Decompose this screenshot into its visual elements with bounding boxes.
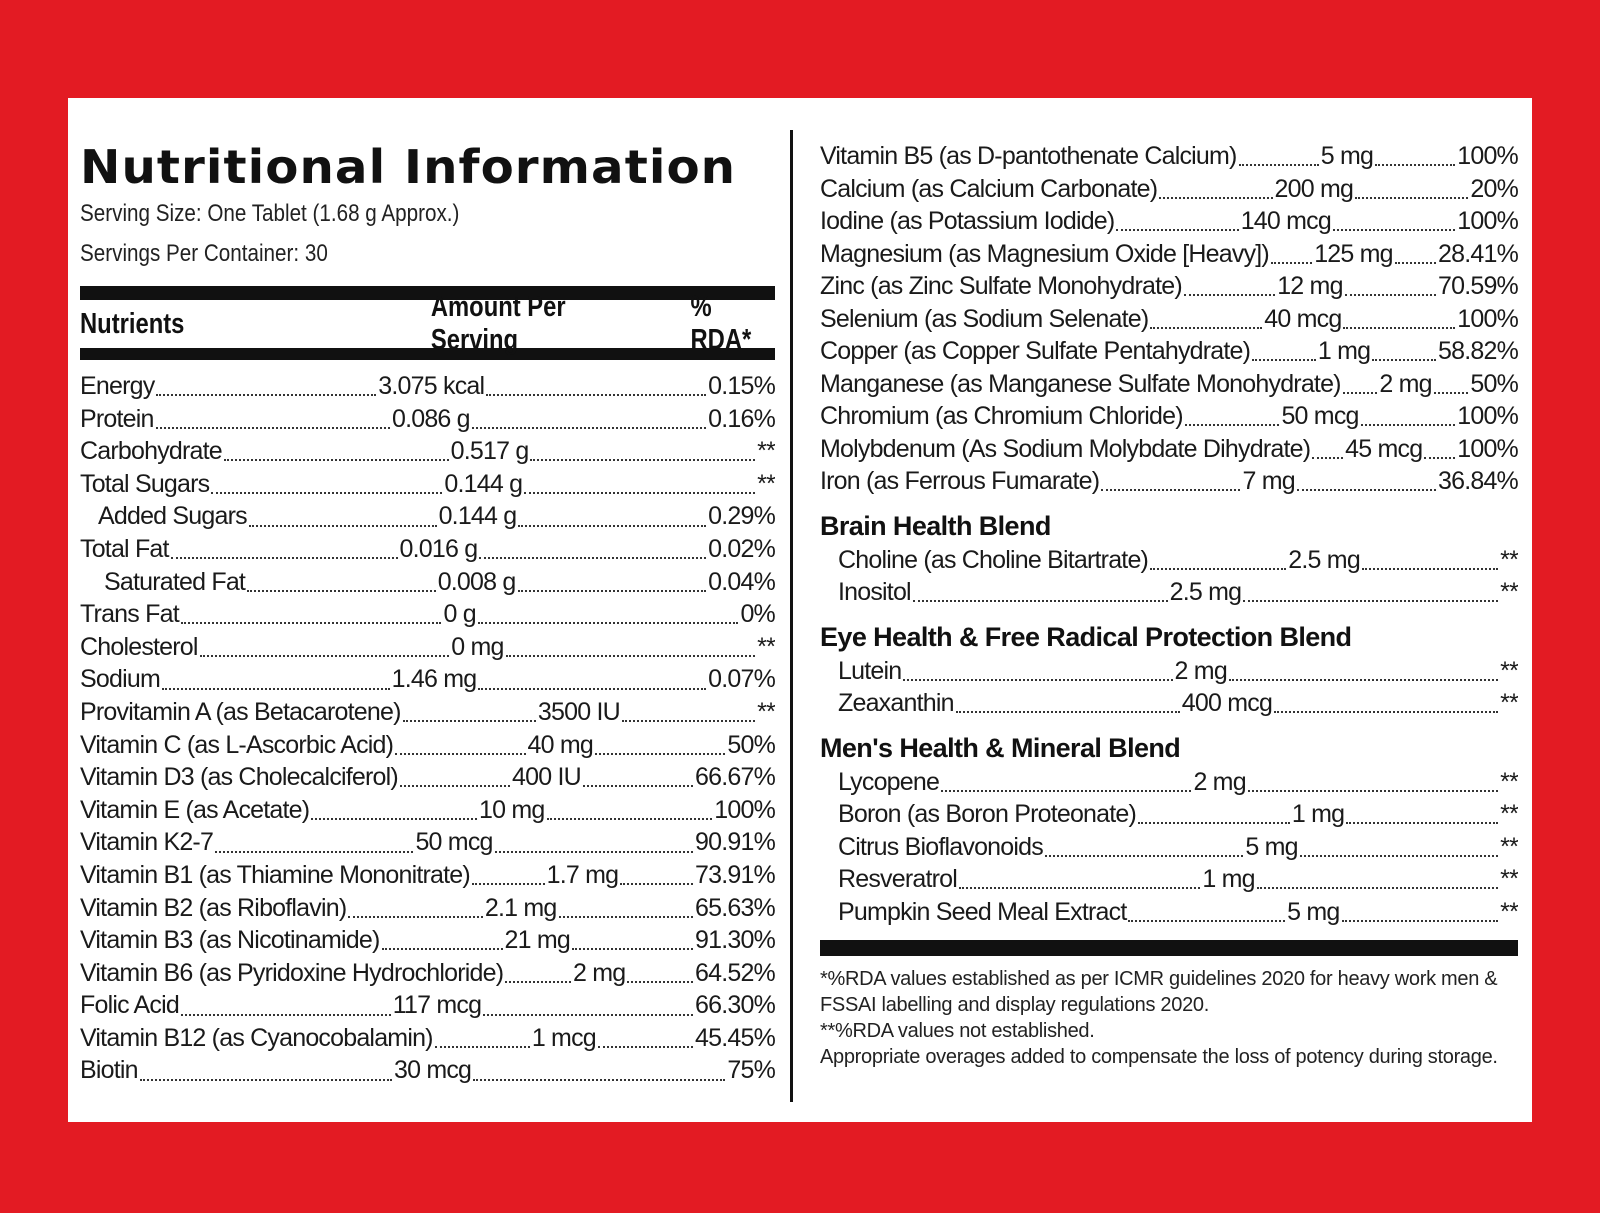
leader-dots — [1343, 392, 1378, 394]
leader-dots — [479, 557, 706, 559]
nutrient-rda: 58.82% — [1438, 337, 1518, 365]
nutrient-amount: 2 mg — [572, 958, 626, 987]
nutrient-row — [80, 761, 775, 794]
nutrient-amount: 2 mg — [1379, 369, 1432, 398]
nutrient-amount: 3500 IU — [537, 697, 620, 726]
nutrient-amount: 50 mcg — [1281, 402, 1359, 430]
leader-dots — [1159, 197, 1272, 199]
nutrient-rda: 66.30% — [695, 991, 775, 1020]
nutrient-amount: 50 mcg — [415, 828, 493, 857]
nutrient-rda: 91.30% — [695, 926, 775, 955]
leader-dots — [472, 883, 545, 885]
nutrient-name: Protein — [80, 404, 154, 433]
nutrient-row — [80, 468, 775, 501]
nutrient-name: Resveratrol — [838, 865, 958, 893]
nutrient-name: Choline (as Choline Bitartrate) — [838, 545, 1149, 574]
nutrient-amount: 1 mg — [1291, 800, 1345, 828]
nutrient-amount: 7 mg — [1242, 467, 1295, 495]
nutrient-row — [80, 924, 775, 957]
nutrient-name: Vitamin B3 (as Nicotinamide) — [80, 926, 380, 955]
nutrient-row — [80, 370, 775, 403]
leader-dots — [1128, 920, 1285, 922]
serving-size: Serving Size: One Tablet (1.68 g Approx.) — [80, 200, 460, 227]
leader-dots — [518, 590, 707, 592]
nutrient-amount: 40 mg — [527, 730, 593, 759]
leader-dots — [1150, 327, 1262, 329]
leader-dots — [215, 851, 413, 853]
nutrient-name: Calcium (as Calcium Carbonate) — [820, 174, 1158, 203]
nutrient-row — [80, 663, 775, 696]
leader-dots — [211, 492, 442, 494]
table-header — [80, 291, 775, 356]
nutrient-row — [80, 403, 775, 436]
nutrient-name: Vitamin K2-7 — [80, 828, 214, 857]
leader-dots — [1333, 229, 1455, 231]
nutrient-amount: 1.46 mg — [391, 665, 477, 694]
leader-dots — [348, 916, 483, 918]
nutrient-amount: 1.7 mg — [546, 860, 619, 889]
leader-dots — [1424, 457, 1455, 459]
nutrient-rda: 100% — [1457, 402, 1518, 430]
nutrient-rda: ** — [757, 469, 775, 498]
header-nutrients: Nutrients — [80, 307, 185, 340]
leader-dots — [1116, 229, 1238, 231]
nutrient-rda: ** — [1500, 767, 1518, 796]
leader-dots — [530, 459, 755, 461]
footnote-line: *%RDA values established as per ICMR guidelines 2020 for heavy work men & FSSAI labelling and display regulations 2020. — [820, 968, 1498, 1016]
leader-dots — [200, 655, 450, 657]
nutrient-rda: 66.67% — [695, 763, 775, 792]
leader-dots — [547, 818, 713, 820]
nutrient-name: Magnesium (as Magnesium Oxide [Heavy]) — [820, 239, 1269, 268]
nutrient-rda: 36.84% — [1438, 467, 1518, 495]
nutrient-row — [820, 687, 1518, 720]
nutrient-name: Inositol — [838, 578, 911, 606]
leader-dots — [1312, 457, 1343, 459]
nutrient-rda: ** — [1500, 800, 1518, 828]
leader-dots — [941, 790, 1191, 792]
nutrient-name: Lutein — [838, 656, 902, 685]
leader-dots — [495, 851, 693, 853]
nutrient-row — [820, 303, 1518, 336]
leader-dots — [140, 1079, 392, 1081]
leader-dots — [478, 622, 739, 624]
nutrient-row — [820, 465, 1518, 498]
nutrient-rda: 90.91% — [695, 828, 775, 857]
leader-dots — [156, 427, 390, 429]
leader-dots — [1252, 359, 1316, 361]
nutrient-amount: 125 mg — [1314, 239, 1393, 268]
nutrient-amount: 200 mg — [1274, 174, 1354, 203]
leader-dots — [472, 427, 706, 429]
nutrient-name: Selenium (as Sodium Selenate) — [820, 304, 1149, 333]
nutrient-rda: ** — [1500, 689, 1518, 717]
leader-dots — [956, 711, 1180, 713]
nutrient-rda: ** — [1500, 545, 1518, 574]
nutrient-name: Citrus Bioflavonoids — [838, 832, 1043, 861]
nutrient-row — [820, 863, 1518, 896]
leader-dots — [1297, 489, 1436, 491]
leader-dots — [572, 948, 693, 950]
nutrient-amount: 0.008 g — [437, 567, 516, 596]
nutrient-row — [820, 576, 1518, 609]
nutrient-rda: 100% — [1457, 434, 1518, 463]
leader-dots — [1271, 262, 1312, 264]
nutrient-amount: 2.1 mg — [484, 893, 557, 922]
nutrient-row — [80, 435, 775, 468]
nutrient-name: Vitamin B6 (as Pyridoxine Hydrochloride) — [80, 958, 504, 987]
nutrient-row — [820, 831, 1518, 864]
leader-dots — [181, 1014, 391, 1016]
leader-dots — [403, 720, 536, 722]
nutrient-row — [80, 533, 775, 566]
nutrient-row — [820, 205, 1518, 238]
leader-dots — [382, 948, 503, 950]
nutrient-name: Biotin — [80, 1056, 138, 1085]
nutrient-amount: 5 mg — [1320, 142, 1374, 170]
nutrient-amount: 2.5 mg — [1288, 545, 1360, 574]
leader-dots — [913, 600, 1168, 602]
nutrient-amount: 21 mg — [504, 926, 570, 955]
nutrient-row — [820, 238, 1518, 271]
nutrient-amount: 0.016 g — [399, 534, 478, 563]
nutrient-name: Vitamin B5 (as D-pantothenate Calcium) — [820, 142, 1237, 170]
right-column — [820, 140, 1518, 1070]
leader-dots — [171, 557, 398, 559]
nutrient-amount: 1 mcg — [531, 1023, 596, 1052]
nutrient-row — [80, 957, 775, 990]
nutrient-rda: 100% — [1457, 207, 1518, 235]
nutrient-rda: 28.41% — [1438, 239, 1518, 268]
nutrient-amount: 0 mg — [451, 632, 504, 661]
nutrient-amount: 400 mcg — [1181, 689, 1273, 717]
nutrient-name: Vitamin B2 (as Riboflavin) — [80, 893, 347, 922]
nutrient-amount: 140 mcg — [1240, 207, 1331, 235]
right-nutrient-list — [820, 140, 1518, 498]
leader-dots — [1150, 568, 1286, 570]
nutrient-amount: 0 g — [443, 600, 476, 629]
nutrient-amount: 10 mg — [479, 795, 545, 824]
blend-title: Men's Health & Mineral Blend — [820, 732, 1181, 763]
nutrient-name: Total Sugars — [80, 469, 210, 498]
leader-dots — [478, 688, 706, 690]
nutrient-amount: 2 mg — [1174, 656, 1227, 685]
leader-dots — [583, 785, 693, 787]
leader-dots — [162, 688, 390, 690]
leader-dots — [249, 525, 437, 527]
nutrient-row — [80, 729, 775, 762]
leader-dots — [311, 818, 477, 820]
nutrient-name: Pumpkin Seed Meal Extract — [838, 897, 1127, 926]
leader-dots — [627, 981, 693, 983]
nutrient-amount: 1 mg — [1317, 337, 1371, 365]
nutrient-name: Provitamin A (as Betacarotene) — [80, 697, 401, 726]
left-nutrient-list — [80, 370, 775, 1087]
nutrient-rda: 0.16% — [708, 404, 775, 433]
leader-dots — [506, 655, 756, 657]
leader-dots — [473, 1079, 725, 1081]
nutrient-amount: 400 IU — [512, 763, 581, 792]
leader-dots — [595, 753, 725, 755]
leader-dots — [435, 1046, 530, 1048]
leader-dots — [181, 622, 442, 624]
nutrient-amount: 12 mg — [1277, 272, 1343, 300]
nutrient-amount: 5 mg — [1287, 897, 1340, 926]
nutrient-rda: 50% — [727, 730, 775, 759]
nutrient-rda: 50% — [1470, 369, 1518, 398]
nutrient-rda: 73.91% — [695, 860, 775, 889]
nutrient-amount: 45 mcg — [1345, 434, 1423, 463]
nutrient-name: Energy — [80, 372, 155, 400]
nutrient-rda: 64.52% — [695, 958, 775, 987]
nutrient-rda: 75% — [727, 1056, 775, 1085]
nutrient-rda: ** — [1500, 832, 1518, 861]
nutrient-rda: 100% — [714, 795, 775, 824]
nutrient-row — [80, 631, 775, 664]
nutrient-rda: ** — [757, 697, 775, 726]
nutrient-amount: 0.144 g — [444, 469, 523, 498]
blend-sections — [820, 508, 1518, 929]
leader-dots — [1345, 294, 1436, 296]
nutrient-name: Molybdenum (As Sodium Molybdate Dihydrate) — [820, 434, 1311, 463]
nutrient-amount: 2 mg — [1193, 767, 1246, 796]
leader-dots — [1184, 294, 1275, 296]
leader-dots — [1101, 489, 1240, 491]
leader-dots — [486, 394, 706, 396]
nutrient-rda: ** — [1500, 897, 1518, 926]
leader-dots — [1257, 887, 1498, 889]
nutrient-name: Vitamin C (as L-Ascorbic Acid) — [80, 730, 394, 759]
nutrient-row — [820, 655, 1518, 688]
leader-dots — [395, 753, 525, 755]
nutrient-row — [80, 696, 775, 729]
nutrient-row — [80, 826, 775, 859]
footnote-line: **%RDA values not established. — [820, 1020, 1095, 1042]
leader-dots — [1274, 711, 1498, 713]
nutrient-rda: ** — [1500, 578, 1518, 606]
leader-dots — [1185, 424, 1280, 426]
nutrient-amount: 0.144 g — [438, 502, 517, 531]
nutrient-name: Manganese (as Manganese Sulfate Monohydrate) — [820, 369, 1341, 398]
nutrient-row — [820, 335, 1518, 368]
nutrient-rda: ** — [757, 632, 775, 661]
leader-dots — [1248, 790, 1498, 792]
nutrient-rda: 0.02% — [708, 534, 775, 563]
nutrient-amount: 3.075 kcal — [378, 372, 485, 400]
leader-dots — [1229, 679, 1498, 681]
nutrient-row — [820, 544, 1518, 577]
nutrient-name: Saturated Fat — [104, 567, 246, 596]
nutrient-name: Zeaxanthin — [838, 689, 954, 717]
nutrient-amount: 0.517 g — [450, 437, 529, 466]
nutrient-rda: 0% — [740, 600, 775, 629]
nutrient-row — [820, 766, 1518, 799]
nutrient-row — [80, 989, 775, 1022]
nutrient-amount: 5 mg — [1245, 832, 1298, 861]
nutrient-rda: 0.15% — [708, 372, 775, 400]
nutrient-rda: 100% — [1457, 304, 1518, 333]
nutrient-rda: 45.45% — [695, 1023, 775, 1052]
leader-dots — [1342, 920, 1499, 922]
nutrient-amount: 2.5 mg — [1169, 578, 1242, 606]
nutrient-name: Boron (as Boron Proteonate) — [838, 800, 1137, 828]
nutrient-name: Trans Fat — [80, 600, 179, 629]
leader-dots — [1138, 822, 1290, 824]
leader-dots — [620, 883, 693, 885]
nutrient-name: Vitamin E (as Acetate) — [80, 795, 310, 824]
nutrient-name: Cholesterol — [80, 632, 198, 661]
nutrient-rda: 65.63% — [695, 893, 775, 922]
leader-dots — [1395, 262, 1436, 264]
nutrient-rda: 0.04% — [708, 567, 775, 596]
leader-dots — [598, 1046, 693, 1048]
nutrient-name: Folic Acid — [80, 991, 179, 1020]
footnote-line: Appropriate overages added to compensate the loss of potency during storage. — [820, 1046, 1498, 1068]
nutrient-row — [80, 859, 775, 892]
leader-dots — [156, 394, 376, 396]
nutrient-row — [820, 140, 1518, 173]
nutrient-name: Copper (as Copper Sulfate Pentahydrate) — [820, 337, 1251, 365]
nutrient-name: Vitamin D3 (as Cholecalciferol) — [80, 763, 398, 792]
leader-dots — [400, 785, 510, 787]
nutrient-row — [820, 798, 1518, 831]
leader-dots — [1361, 424, 1456, 426]
label-title: Nutritional Information — [80, 140, 737, 194]
servings-per-container: Servings Per Container: 30 — [80, 240, 328, 267]
leader-dots — [1045, 855, 1243, 857]
blend-title: Brain Health Blend — [820, 510, 1051, 541]
nutrient-amount: 40 mcg — [1264, 304, 1342, 333]
nutrient-name: Sodium — [80, 665, 160, 694]
nutrient-row — [80, 1054, 775, 1087]
leader-dots — [1239, 164, 1319, 166]
nutrient-name: Vitamin B12 (as Cyanocobalamin) — [80, 1023, 433, 1052]
nutrient-name: Total Fat — [80, 534, 169, 563]
nutrient-rda: 100% — [1457, 142, 1518, 170]
leader-dots — [1300, 855, 1498, 857]
nutrient-rda: 70.59% — [1438, 272, 1518, 300]
leader-dots — [505, 981, 571, 983]
nutrient-row — [820, 896, 1518, 929]
nutrient-row — [820, 368, 1518, 401]
nutrient-row — [80, 1022, 775, 1055]
nutrient-row — [80, 794, 775, 827]
leader-dots — [903, 679, 1172, 681]
header-amount: Amount Per Serving — [431, 291, 566, 356]
leader-dots — [1355, 197, 1468, 199]
column-divider — [790, 130, 793, 1102]
nutrient-amount: 0.086 g — [391, 404, 470, 433]
nutrient-name: Iodine (as Potassium Iodide) — [820, 207, 1115, 235]
leader-dots — [1362, 568, 1498, 570]
leader-dots — [1243, 600, 1498, 602]
nutrient-amount: 30 mcg — [393, 1056, 472, 1085]
leader-dots — [1372, 359, 1436, 361]
nutrient-name: Vitamin B1 (as Thiamine Mononitrate) — [80, 860, 470, 889]
footnotes — [820, 966, 1518, 1070]
nutrient-rda: 0.29% — [708, 502, 775, 531]
nutrient-rda: ** — [1500, 865, 1518, 893]
nutrient-row — [820, 270, 1518, 303]
leader-dots — [559, 916, 694, 918]
footer-bar — [820, 940, 1518, 956]
nutrient-rda: 0.07% — [708, 665, 775, 694]
nutrient-row — [80, 566, 775, 599]
nutrient-name: Added Sugars — [98, 502, 247, 531]
leader-dots — [483, 1014, 693, 1016]
nutrient-name: Lycopene — [838, 767, 940, 796]
leader-dots — [622, 720, 755, 722]
blend-title: Eye Health & Free Radical Protection Blend — [820, 621, 1352, 652]
nutrient-row — [80, 500, 775, 533]
header-rda: % RDA* — [690, 291, 752, 356]
nutrient-row — [80, 598, 775, 631]
leader-dots — [247, 590, 436, 592]
left-column — [80, 130, 775, 1087]
nutrient-row — [80, 892, 775, 925]
nutrient-name: Chromium (as Chromium Chloride) — [820, 402, 1183, 430]
nutrient-rda: ** — [1500, 656, 1518, 685]
leader-dots — [1343, 327, 1455, 329]
leader-dots — [518, 525, 706, 527]
header-top-bar — [80, 286, 775, 300]
nutrient-amount: 1 mg — [1202, 865, 1255, 893]
leader-dots — [224, 459, 449, 461]
leader-dots — [1346, 822, 1498, 824]
header-bottom-bar — [80, 348, 775, 360]
leader-dots — [1375, 164, 1455, 166]
leader-dots — [959, 887, 1200, 889]
leader-dots — [524, 492, 755, 494]
nutrient-name: Carbohydrate — [80, 437, 222, 466]
nutrient-rda: 20% — [1470, 174, 1518, 203]
nutrient-rda: ** — [757, 437, 775, 466]
nutrient-row — [820, 400, 1518, 433]
nutrient-name: Zinc (as Zinc Sulfate Monohydrate) — [820, 272, 1182, 300]
leader-dots — [1434, 392, 1469, 394]
nutrient-row — [820, 173, 1518, 206]
nutrient-row — [820, 433, 1518, 466]
nutrient-amount: 117 mcg — [392, 991, 482, 1020]
nutrient-name: Iron (as Ferrous Fumarate) — [820, 467, 1100, 495]
